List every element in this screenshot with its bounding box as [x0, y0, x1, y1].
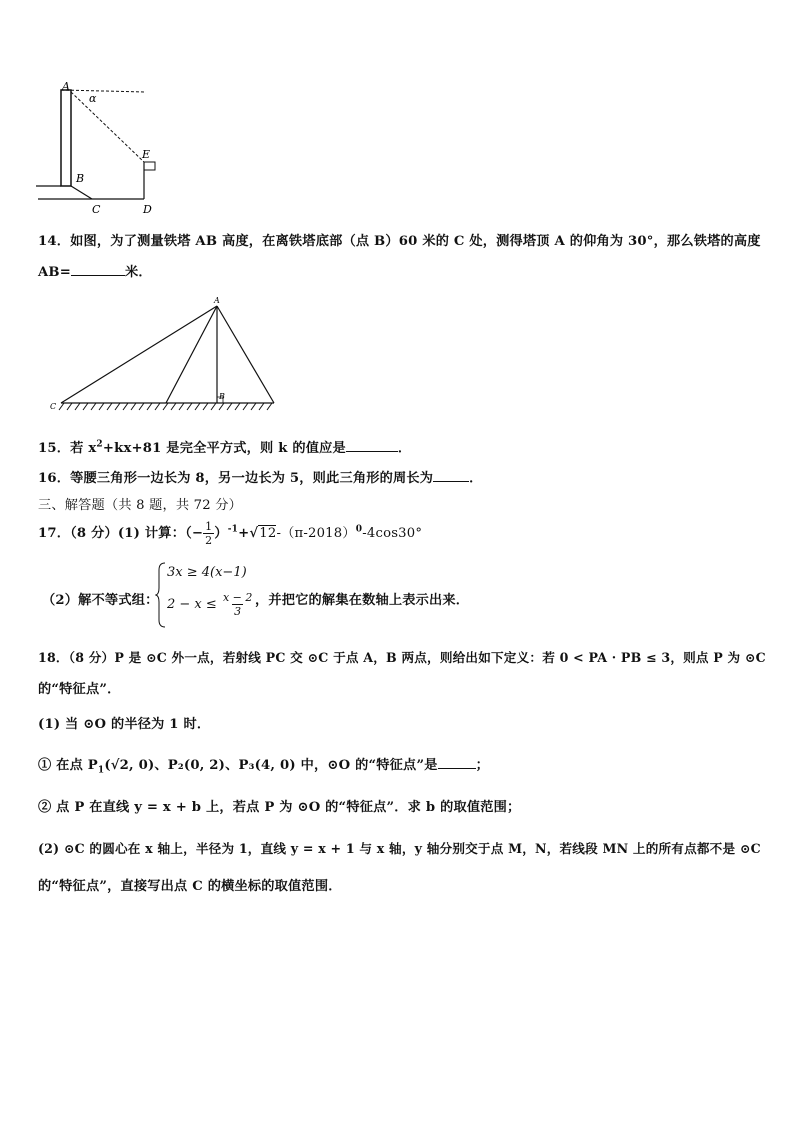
q14-line2	[38, 261, 152, 280]
q14-answer-blank	[71, 263, 125, 276]
fig1-label-alpha: α	[89, 92, 97, 105]
q17-inequality-2	[167, 591, 254, 618]
section-heading: 三、解答题（共 8 题，共 72 分）	[38, 498, 242, 513]
q18-sub2-line1: (2) ⊙C 的圆心在 x 轴上，半径为 1，直线 y = x + 1 与 x 轴，y 轴分别交于点 M，N，若线段 MN 上的所有点都不是 ⊙C	[38, 841, 761, 856]
tower-triangle-figure	[46, 293, 282, 417]
q18-item1-suffix: ；	[475, 758, 490, 773]
q14-line1: 14．如图，为了测量铁塔 AB 高度，在离铁塔底部（点 B）60 米的 C 处，测得塔顶 A 的仰角为 30°，那么铁塔的高度	[38, 234, 761, 249]
q14-suffix: 米．	[125, 265, 152, 280]
q17-part2-label: （2）解不等式组：	[42, 593, 159, 608]
q15-middle: +kx+81 是完全平方式，则 k 的值应是	[102, 441, 346, 456]
q17-inequality-1: 3x ≥ 4(x−1)	[167, 565, 247, 580]
q16-suffix: ．	[469, 471, 483, 486]
q18-item1: ① 在点 $P_1(√2$, 0)、P₂(0, 2)、P₃(4, 0) 中，⊙O 的“特征点”是 ；	[38, 758, 490, 776]
q18-sub1: (1) 当 ⊙O 的半径为 1 时．	[38, 717, 211, 732]
q17-plus: +	[238, 526, 250, 541]
tower-building-figure	[36, 78, 166, 218]
q15-text	[38, 437, 411, 456]
q17-part2-tail: ，并把它的解集在数轴上表示出来．	[255, 593, 470, 608]
q18-item1-blank	[438, 756, 476, 769]
q17-frac-den: 2	[205, 534, 213, 547]
q16-answer-blank	[433, 469, 469, 482]
q16-text	[38, 467, 483, 486]
fig1-label-b: B	[76, 172, 85, 185]
q18-item2: ② 点 P 在直线 y = x + b 上，若点 P 为 ⊙O 的“特征点”．求 b 的取值范围；	[38, 800, 521, 815]
q17-ineq2-fraction	[221, 591, 254, 618]
q18-sub2-line2: 的“特征点”，直接写出点 C 的横坐标的取值范围．	[38, 879, 342, 894]
q18-line1: 18．（8 分）P 是 ⊙C 外一点，若射线 PC 交 ⊙C 于点 A，B 两点，则给出如下定义：若 0 < PA · PB ≤ 3，则点 P 为 ⊙C	[38, 650, 766, 665]
q17-tail: -4cos30°	[362, 526, 423, 541]
fig2-label-c: C	[50, 402, 57, 411]
q17-fraction	[203, 520, 214, 547]
q17-rest: -（π-2018）	[276, 526, 356, 541]
q17-part1: 17．（8 分）(1) 计算：（− $\frac{1}{2}$ ）$^{-1}+√12-(\pi-2018)^0-4\cos 30^\circ$	[38, 520, 423, 547]
q18-line2: 的“特征点”．	[38, 682, 121, 697]
q14-prefix: AB=	[38, 265, 72, 280]
ground-hatching	[59, 403, 272, 410]
fig2-label-b: B	[219, 392, 225, 401]
q17-frac-num: 1	[205, 520, 213, 533]
q17-exp-zero: 0	[355, 524, 363, 535]
q15-sup: 2	[96, 439, 103, 450]
q15-answer-blank	[346, 439, 398, 452]
q17-ineq2-den: 3	[234, 605, 242, 618]
q18-item1-points: (√2, 0)、P₂(0, 2)、P₃(4, 0) 中，⊙O 的“特征点”是	[104, 758, 438, 773]
fig1-label-a: A	[62, 80, 70, 93]
fig2-label-a: A	[214, 296, 220, 305]
q17-ineq2-left: 2 − x ≤	[167, 597, 217, 612]
q16-prefix: 16．等腰三角形一边长为 8，另一边长为 5，则此三角形的周长为	[38, 471, 434, 486]
q17-sqrt-value: 12	[259, 526, 277, 541]
fig1-label-d: D	[143, 203, 152, 216]
fig1-label-e: E	[142, 148, 151, 161]
q15-suffix: ．	[397, 441, 412, 456]
system-brace	[155, 562, 167, 628]
q17-head: 17．（8 分）(1) 计算：（−	[38, 526, 204, 541]
q17-after-frac: ）	[214, 526, 228, 541]
q15-prefix: 15．若 x	[38, 441, 97, 456]
fig1-label-c: C	[92, 203, 101, 216]
q17-exp-neg1: -1	[227, 524, 239, 535]
q17-ineq2-num: x − 2	[222, 591, 253, 604]
q18-item1-prefix: ① 在点 P	[38, 758, 98, 773]
